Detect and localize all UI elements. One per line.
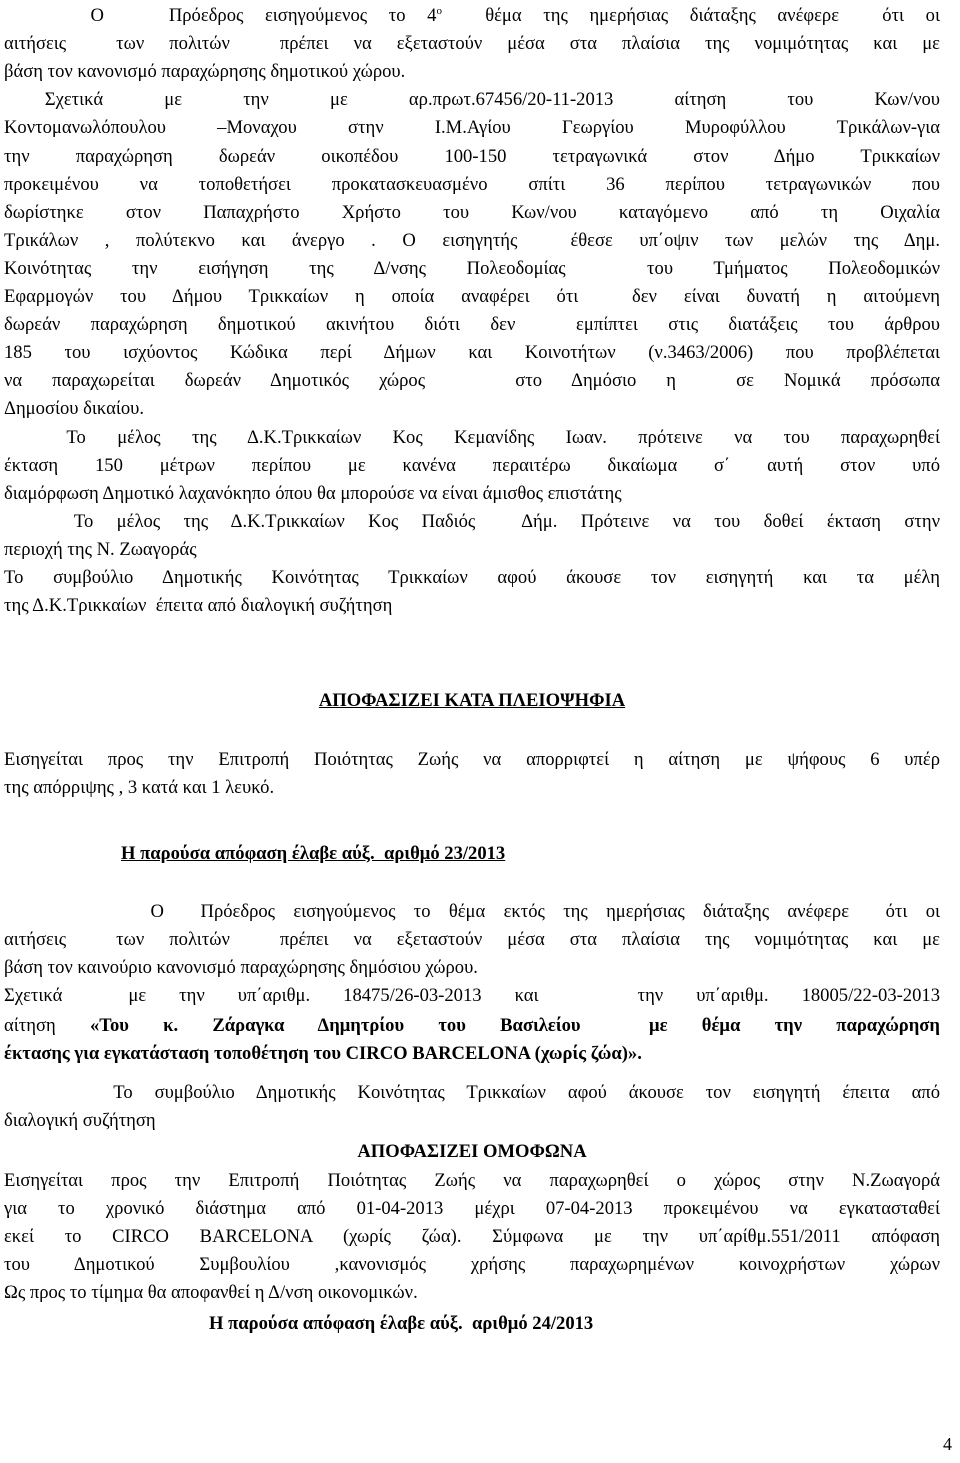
text-run: Το μέλος της Δ.Κ.Τρικκαίων Κος Κεμανίδης Ιωαν. πρότεινε να του παραχωρηθεί [4, 426, 940, 448]
text-run: Δημοσίου δικαίου. [4, 398, 144, 420]
paragraph-line [4, 926, 940, 954]
text-run: αιτήσεις των πολιτών πρέπει να εξεταστούν μέσα στα πλαίσια της νομιμότητας και με [4, 33, 940, 55]
text-run: Ο Πρόεδρος εισηγούμενος το θέμα εκτός της ημερήσιας διάταξης ανέφερε ότι οι [4, 901, 940, 922]
text-run: Η παρούσα απόφαση έλαβε αύξ. αριθμό 23/2013 [121, 843, 506, 864]
paragraph-line [4, 1107, 940, 1135]
decision-number [121, 840, 960, 868]
text-run: δωρεάν παραχώρηση δημοτικού ακινήτου διότι δεν εμπίπτει στις διατάξεις του άρθρου [4, 314, 940, 336]
text-run: αίτηση [4, 1015, 90, 1036]
text-run: της απόρριψης , 3 κατά και 1 λευκό. [4, 777, 275, 799]
text-run: Σχετικά με την υπ΄αριθμ. 18475/26-03-2013 και την υπ΄αριθμ. 18005/22-03-2013 [4, 985, 940, 1007]
paragraph-line [4, 982, 940, 1010]
text-run: Το συμβούλιο Δημοτικής Κοινότητας Τρικκαίων αφού άκουσε τον εισηγητή και τα μέλη [4, 567, 940, 588]
text-run: Το συμβούλιο Δημοτικής Κοινότητας Τρικκαίων αφού άκουσε τον εισηγητή έπειτα από [4, 1082, 940, 1103]
text-run: έκτασης για εγκατάσταση τοποθέτηση του CIRCO BARCELONA (χωρίς ζώα)». [4, 1043, 642, 1064]
paragraph-line [4, 199, 940, 227]
text-run: Το μέλος της Δ.Κ.Τρικκαίων Κος Παδιός Δήμ. Πρότεινε να του δοθεί έκταση στην [4, 510, 940, 532]
paragraph-line [4, 395, 940, 423]
decision-number [209, 1310, 960, 1338]
text-run: εκεί το CIRCO BARCELONA (χωρίς ζώα). Σύμφωνα με την υπ΄αρίθμ.551/2011 απόφαση [4, 1226, 940, 1248]
text-run: Ως προς το τίμημα θα αποφανθεί η Δ/νση οικονομικών. [4, 1282, 418, 1304]
text-run: ΑΠΟΦΑΣΙΖΕΙ ΚΑΤΑ ΠΛΕΙΟΨΗΦΙΑ [318, 690, 626, 711]
paragraph-line [4, 1223, 940, 1251]
text-run: Κοντομανωλόπουλου –Μοναχου στην Ι.Μ.Αγίου Γεωργίου Μυροφύλλου Τρικάλων-για [4, 117, 940, 139]
paragraph-line [4, 774, 940, 802]
paragraph-line [4, 1040, 940, 1068]
paragraph-line [4, 508, 940, 536]
text-run: Η παρούσα απόφαση έλαβε αύξ. αριθμό 24/2013 [209, 1313, 594, 1334]
paragraph-line [4, 592, 940, 620]
text-run: 185 του ισχύοντος Κώδικα περί Δήμων και Κοινοτήτων (ν.3463/2006) που προβλέπεται [4, 342, 940, 364]
text-run: δωρίστηκε στον Παπαχρήστο Χρήστο του Κων/νου καταγόμενο από τη Οιχαλία [4, 201, 940, 223]
text-run: Εισηγείται προς την Επιτροπή Ποιότητας Ζωής να απορριφτεί η αίτηση με ψήφους 6 υπέρ [4, 749, 940, 770]
text-run: Εφαρμογών του Δήμου Τρικκαίων η οποία αναφέρει ότι δεν είναι δυνατή η αιτούμενη [4, 286, 940, 307]
text-run: διαμόρφωση Δημοτικό λαχανόκηπο όπου θα μπορούσε να είναι άμισθος επιστάτης [4, 482, 622, 504]
text-run: βάση τον κανονισμό παραχώρησης δημοτικού χώρου. [4, 61, 406, 83]
text-run: Εισηγείται προς την Επιτροπή Ποιότητας Ζωής να παραχωρηθεί ο χώρος στην Ν.Ζωαγορά [4, 1170, 940, 1191]
paragraph-line [4, 283, 940, 311]
paragraph-line [4, 114, 940, 142]
decision-heading [4, 687, 940, 715]
paragraph-line [4, 480, 940, 508]
text-run: αιτήσεις των πολιτών πρέπει να εξεταστούν μέσα στα πλαίσια της νομιμότητας και με [4, 929, 940, 951]
decision-heading [4, 1138, 940, 1166]
text-run: προκειμένου να τοποθετήσει προκατασκευασμένο σπίτι 36 περίπου τετραγωνικών που [4, 173, 940, 195]
paragraph-line [4, 1251, 940, 1279]
text-run: «Του κ. Ζάραγκα Δημητρίου του Βασιλείου με θέμα την παραχώρηση [89, 1015, 940, 1036]
paragraph-line [4, 1279, 940, 1307]
paragraph-line [4, 1079, 940, 1107]
text-run: Κοινότητας την εισήγηση της Δ/νσης Πολεοδομίας του Τμήματος Πολεοδομικών [4, 257, 940, 279]
paragraph-line [4, 536, 940, 564]
paragraph-line [4, 424, 940, 452]
text-run: ΑΠΟΦΑΣΙΖΕΙ ΟΜΟΦΩΝΑ [357, 1141, 587, 1162]
text-run: περιοχή της Ν. Ζωαγοράς [4, 538, 197, 560]
text-run: Σχετικά με την με αρ.πρωτ.67456/20-11-2013 αίτηση του Κων/νου [4, 89, 940, 111]
text-run: του Δημοτικού Συμβουλίου ,κανονισμός χρήσης παραχωρημένων κοινοχρήστων χώρων [4, 1254, 940, 1276]
paragraph-line [4, 227, 940, 255]
text-run: Ο Πρόεδρος εισηγούμενος το 4 [4, 5, 437, 26]
text-run: Τρικάλων , πολύτεκνο και άνεργο . Ο εισηγητής έθεσε υπ΄οψιν των μελών της Δημ. [4, 229, 940, 251]
paragraph-line [4, 746, 940, 774]
paragraph-line [4, 311, 940, 339]
paragraph-line [4, 564, 940, 592]
paragraph-line [4, 30, 940, 58]
text-run: της Δ.Κ.Τρικκαίων έπειτα από διαλογική συζήτηση [4, 595, 393, 617]
text-run: διαλογική συζήτηση [4, 1110, 156, 1132]
text-run: έκταση 150 μέτρων περίπου με κανένα περαιτέρω δικαίωμα σ΄ αυτή στον υπό [4, 454, 940, 476]
page-number: 4 [943, 1434, 952, 1454]
paragraph-line [4, 367, 940, 395]
text-run: την παραχώρηση δωρεάν οικοπέδου 100-150 τετραγωνικά στον Δήμο Τρικκαίων [4, 145, 940, 167]
paragraph-line [4, 58, 940, 86]
paragraph-line [4, 1195, 940, 1223]
superscript: ο [436, 4, 442, 17]
paragraph-line [4, 339, 940, 367]
text-run: για το χρονικό διάστημα από 01-04-2013 μέχρι 07-04-2013 προκειμένου να εγκατασταθεί [4, 1198, 940, 1220]
text-run: θέμα της ημερήσιας διάταξης ανέφερε ότι οι [441, 5, 940, 26]
paragraph-line [4, 171, 940, 199]
paragraph-line [4, 954, 940, 982]
paragraph-line [4, 2, 940, 30]
paragraph-line [4, 143, 940, 171]
paragraph-line [4, 1167, 940, 1195]
text-run: να παραχωρείται δωρεάν Δημοτικός χώρος στο Δημόσιο η σε Νομικά πρόσωπα [4, 370, 940, 392]
paragraph-line [4, 898, 940, 926]
paragraph-line [4, 1012, 940, 1040]
paragraph-line [4, 255, 940, 283]
paragraph-line [4, 86, 940, 114]
paragraph-line [4, 452, 940, 480]
text-run: βάση τον καινούριο κανονισμό παραχώρησης δημόσιου χώρου. [4, 957, 478, 979]
